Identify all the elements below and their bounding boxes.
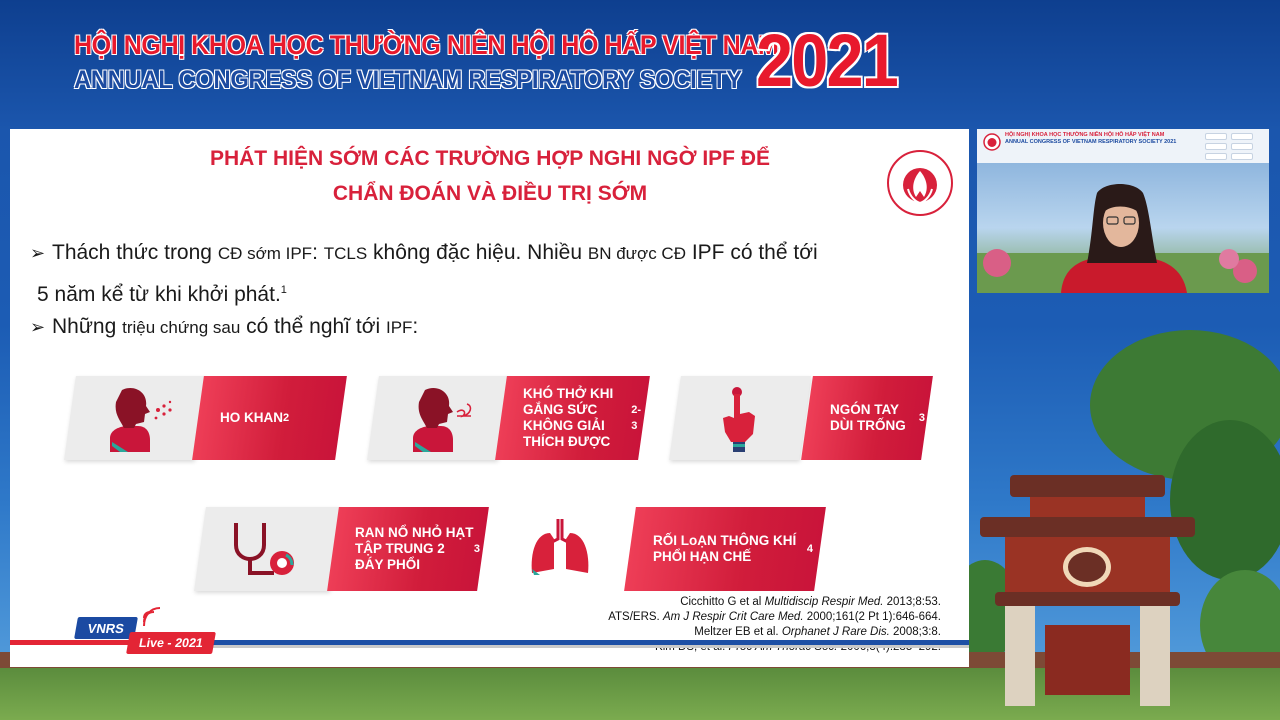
stethoscope-icon	[222, 513, 302, 585]
clubbed-finger-icon	[697, 382, 777, 454]
symptom-card-restriction: RỐI LoẠN THÔNG KHÍ PHỔI HẠN CHẾ 4	[515, 507, 825, 591]
symptom-label-crackles: RAN NỔ NHỎ HẠT TẬP TRUNG 2 ĐÁY PHỔI	[355, 525, 474, 572]
symptom-label-restriction: RỐI LoẠN THÔNG KHÍ PHỔI HẠN CHẾ	[653, 533, 797, 564]
sponsor-logo	[1205, 133, 1227, 140]
congress-year: 2021	[756, 19, 897, 102]
symptom-card-dyspnea: KHÓ THỞ KHI GẮNG SỨC KHÔNG GIẢI THÍCH ĐƯỢC 2-3	[373, 376, 653, 460]
congress-logo-icon	[983, 133, 1001, 151]
lungs-icon	[520, 513, 600, 585]
symptom-label-dyspnea: KHÓ THỞ KHI GẮNG SỨC KHÔNG GIẢI THÍCH ĐƯỢC	[523, 386, 614, 449]
webcam-title-vn: HỘI NGHỊ KHOA HỌC THƯỜNG NIÊN HỘI HÔ HẤP VIỆT NAM	[1005, 132, 1165, 138]
congress-title-en: ANNUAL CONGRESS OF VIETNAM RESPIRATORY SOCIETY	[74, 66, 742, 94]
sponsor-logo	[1231, 143, 1253, 150]
khue-van-cac-pagoda	[975, 455, 1200, 720]
vietnam-respiratory-society-logo	[886, 149, 954, 217]
sponsor-logo	[1205, 143, 1227, 150]
breathless-person-icon	[401, 382, 481, 454]
reference-1: Cicchitto G et al Multidiscip Respir Med. 2013;8:53.	[680, 596, 941, 608]
slide-title: PHÁT HIỆN SỚM CÁC TRƯỜNG HỢP NGHI NGỜ IPF ĐỂ CHẨN ĐOÁN VÀ ĐIỀU TRỊ SỚM	[209, 147, 771, 205]
sponsor-logo	[1231, 133, 1253, 140]
presentation-slide	[10, 129, 969, 667]
speaker-video	[977, 163, 1269, 293]
symptom-card-clubbing: NGÓN TAY DÙI TRỐNG 3	[675, 376, 935, 460]
symptom-card-dry-cough: HO KHAN 2	[70, 376, 350, 460]
symptom-label-dry-cough: HO KHAN	[220, 410, 283, 425]
live-bar-gray	[210, 645, 969, 648]
webcam-title-en: ANNUAL CONGRESS OF VIETNAM RESPIRATORY SOCIETY 2021	[1005, 139, 1177, 145]
speaker-figure	[977, 163, 1269, 293]
sponsor-logo	[1231, 153, 1253, 160]
symptom-card-crackles: RAN NỔ NHỎ HẠT TẬP TRUNG 2 ĐÁY PHỔI 3	[200, 507, 490, 591]
congress-header	[0, 0, 1280, 120]
sponsor-logo	[1205, 153, 1227, 160]
reference-2: ATS/ERS. Am J Respir Crit Care Med. 2000;161(2 Pt 1):646-664.	[608, 611, 941, 623]
live-badge: Live - 2021	[126, 632, 216, 654]
coughing-person-icon	[98, 382, 178, 454]
vnrs-badge: VNRS	[74, 617, 138, 639]
symptom-label-clubbing: NGÓN TAY DÙI TRỐNG	[830, 402, 906, 433]
bullet-symptoms: ➢ Những triệu chứng sau có thể nghĩ tới IPF:	[30, 309, 418, 346]
speaker-webcam	[977, 129, 1269, 293]
arrow-bullet-icon: ➢	[30, 317, 46, 337]
webcam-header	[977, 129, 1269, 163]
bullet-challenge: ➢ Thách thức trong CĐ sớm IPF: TCLS không đặc hiệu. Nhiều BN được CĐ IPF có thể tới 5 năm kể từ khi khởi phát.$^1$	[30, 235, 960, 313]
congress-title-vn: HỘI NGHỊ KHOA HỌC THƯỜNG NIÊN HỘI HÔ HẤP VIỆT NAM	[74, 30, 779, 60]
arrow-bullet-icon: ➢	[30, 243, 46, 263]
reference-3: Meltzer EB et al. Orphanet J Rare Dis. 2008;3:8.	[694, 626, 941, 638]
broadcast-icon	[140, 604, 162, 626]
